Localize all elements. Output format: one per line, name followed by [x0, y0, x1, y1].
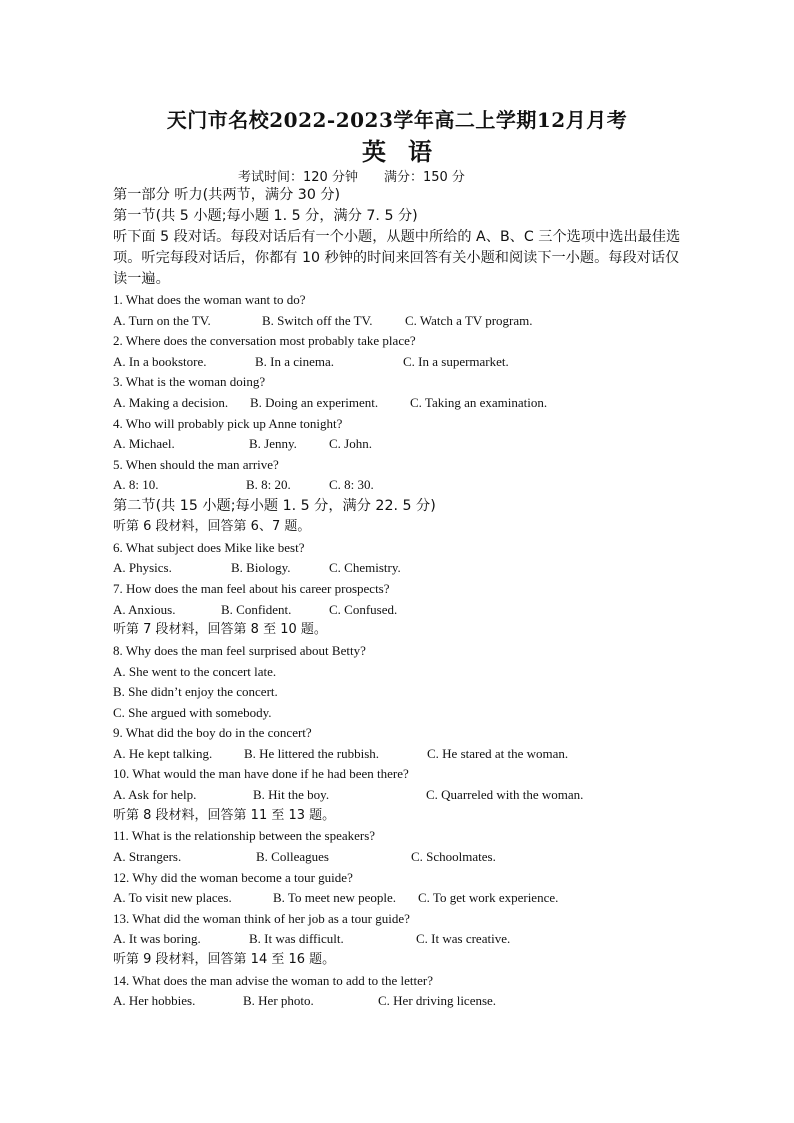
answer-options — [113, 991, 688, 1012]
option-a: A. Michael. — [113, 436, 175, 452]
option-b: B. It was difficult. — [249, 931, 344, 947]
option-a: A. Making a decision. — [113, 394, 229, 410]
option-c: C. Watch a TV program. — [405, 312, 533, 328]
option-b: B. Biology. — [231, 560, 291, 576]
answer-options — [113, 393, 688, 414]
option-c: C. Her driving license. — [378, 993, 497, 1009]
answer-options — [113, 888, 688, 909]
subject-title: 英语 — [362, 137, 454, 166]
option-b: B. In a cinema. — [255, 353, 335, 369]
section-heading: 第二节(共 15 小题;每小题 1. 5 分，满分 22. 5 分) — [113, 497, 436, 514]
option-b: B. To meet new people. — [273, 890, 397, 906]
option-b: B. He littered the rubbish. — [244, 745, 380, 761]
option-b: B. Doing an experiment. — [250, 394, 379, 410]
question-stem: 9. What did the boy do in the concert? — [113, 725, 312, 741]
answer-options — [113, 600, 688, 621]
option-b: B. Colleagues — [256, 849, 329, 865]
answer-options — [113, 847, 688, 868]
question-stem: 11. What is the relationship between the speakers? — [113, 828, 376, 844]
option-c: C. Quarreled with the woman. — [426, 787, 584, 803]
option-a: A. It was boring. — [113, 931, 201, 947]
option-b: B. Her photo. — [243, 993, 314, 1009]
question-stem: 12. Why did the woman become a tour guide? — [113, 869, 353, 885]
question-stem: 7. How does the man feel about his career prospects? — [113, 580, 390, 596]
material-note: 听第 6 段材料，回答第 6、7 题。 — [113, 518, 311, 534]
section-heading: 第一节(共 5 小题;每小题 1. 5 分，满分 7. 5 分) — [113, 208, 418, 224]
option-a: A. Her hobbies. — [113, 993, 196, 1009]
option-b: B. Hit the boy. — [253, 787, 330, 803]
part-heading: 第一部分 听力(共两节，满分 30 分) — [113, 187, 341, 203]
option-a: A. To visit new places. — [113, 890, 232, 906]
material-note: 听第 7 段材料，回答第 8 至 10 题。 — [113, 622, 327, 638]
option-a: A. He kept talking. — [113, 745, 213, 761]
material-note: 听第 9 段材料，回答第 14 至 16 题。 — [113, 952, 336, 968]
option-b: B. Jenny. — [249, 436, 297, 452]
question-stem: 2. Where does the conversation most probably take place? — [113, 333, 416, 349]
option-c: C. It was creative. — [416, 931, 511, 947]
option-c: C. John. — [329, 436, 372, 452]
question-stem: 13. What did the woman think of her job as a tour guide? — [113, 910, 410, 926]
exam-score: 满分：150 分 — [383, 170, 465, 185]
option-c: C. In a supermarket. — [403, 353, 509, 369]
exam-body — [113, 185, 688, 1012]
option-a: A. Anxious. — [113, 601, 176, 617]
option-a: A. In a bookstore. — [113, 353, 207, 369]
question-stem: 6. What subject does Mike like best? — [113, 539, 305, 555]
exam-time: 考试时间：120 分钟 — [238, 170, 358, 185]
option-c: C. To get work experience. — [418, 890, 559, 906]
option-c: C. Chemistry. — [329, 560, 401, 576]
option-a: A. Strangers. — [113, 849, 182, 865]
question-stem: 8. Why does the man feel surprised about Betty? — [113, 642, 366, 658]
option-c: C. She argued with somebody. — [113, 704, 272, 720]
option-c: C. Confused. — [329, 601, 398, 617]
option-b: B. 8: 20. — [246, 477, 291, 493]
material-note: 听第 8 段材料，回答第 11 至 13 题。 — [113, 807, 336, 823]
answer-options — [113, 785, 688, 806]
answer-options — [113, 744, 688, 765]
exam-meta — [238, 166, 465, 185]
option-a: A. Physics. — [113, 560, 172, 576]
answer-options — [113, 558, 688, 579]
option-a: A. 8: 10. — [113, 477, 159, 493]
option-a: A. Turn on the TV. — [113, 312, 211, 328]
question-stem: 5. When should the man arrive? — [113, 456, 279, 472]
answer-options — [113, 311, 688, 332]
answer-options — [113, 434, 688, 455]
instructions: 听下面 5 段对话。每段对话后有一个小题，从题中所给的 A、B、C 三个选项中选出最佳选项。听完每段对话后，你都有 10 秒钟的时间来回答有关小题和阅读下一小题。每段对话仅读一遍。 — [113, 229, 681, 287]
answer-options — [113, 475, 688, 496]
answer-options — [113, 929, 688, 950]
option-c: C. Schoolmates. — [411, 849, 496, 865]
question-stem: 14. What does the man advise the woman to add to the letter? — [113, 972, 433, 988]
option-c: C. He stared at the woman. — [427, 745, 569, 761]
option-b: B. Switch off the TV. — [262, 312, 373, 328]
answer-options — [113, 352, 688, 373]
question-stem: 3. What is the woman doing? — [113, 374, 266, 390]
option-c: C. Taking an examination. — [410, 394, 548, 410]
option-c: C. 8: 30. — [329, 477, 374, 493]
question-stem: 4. Who will probably pick up Anne tonight? — [113, 415, 343, 431]
option-b: B. She didn’t enjoy the concert. — [113, 684, 278, 700]
option-a: A. Ask for help. — [113, 787, 197, 803]
exam-title: 天门市名校2022-2023学年高二上学期12月月考 — [166, 108, 628, 132]
question-stem: 10. What would the man have done if he had been there? — [113, 766, 409, 782]
question-stem: 1. What does the woman want to do? — [113, 292, 306, 307]
option-b: B. Confident. — [221, 601, 292, 617]
option-a: A. She went to the concert late. — [113, 663, 277, 679]
